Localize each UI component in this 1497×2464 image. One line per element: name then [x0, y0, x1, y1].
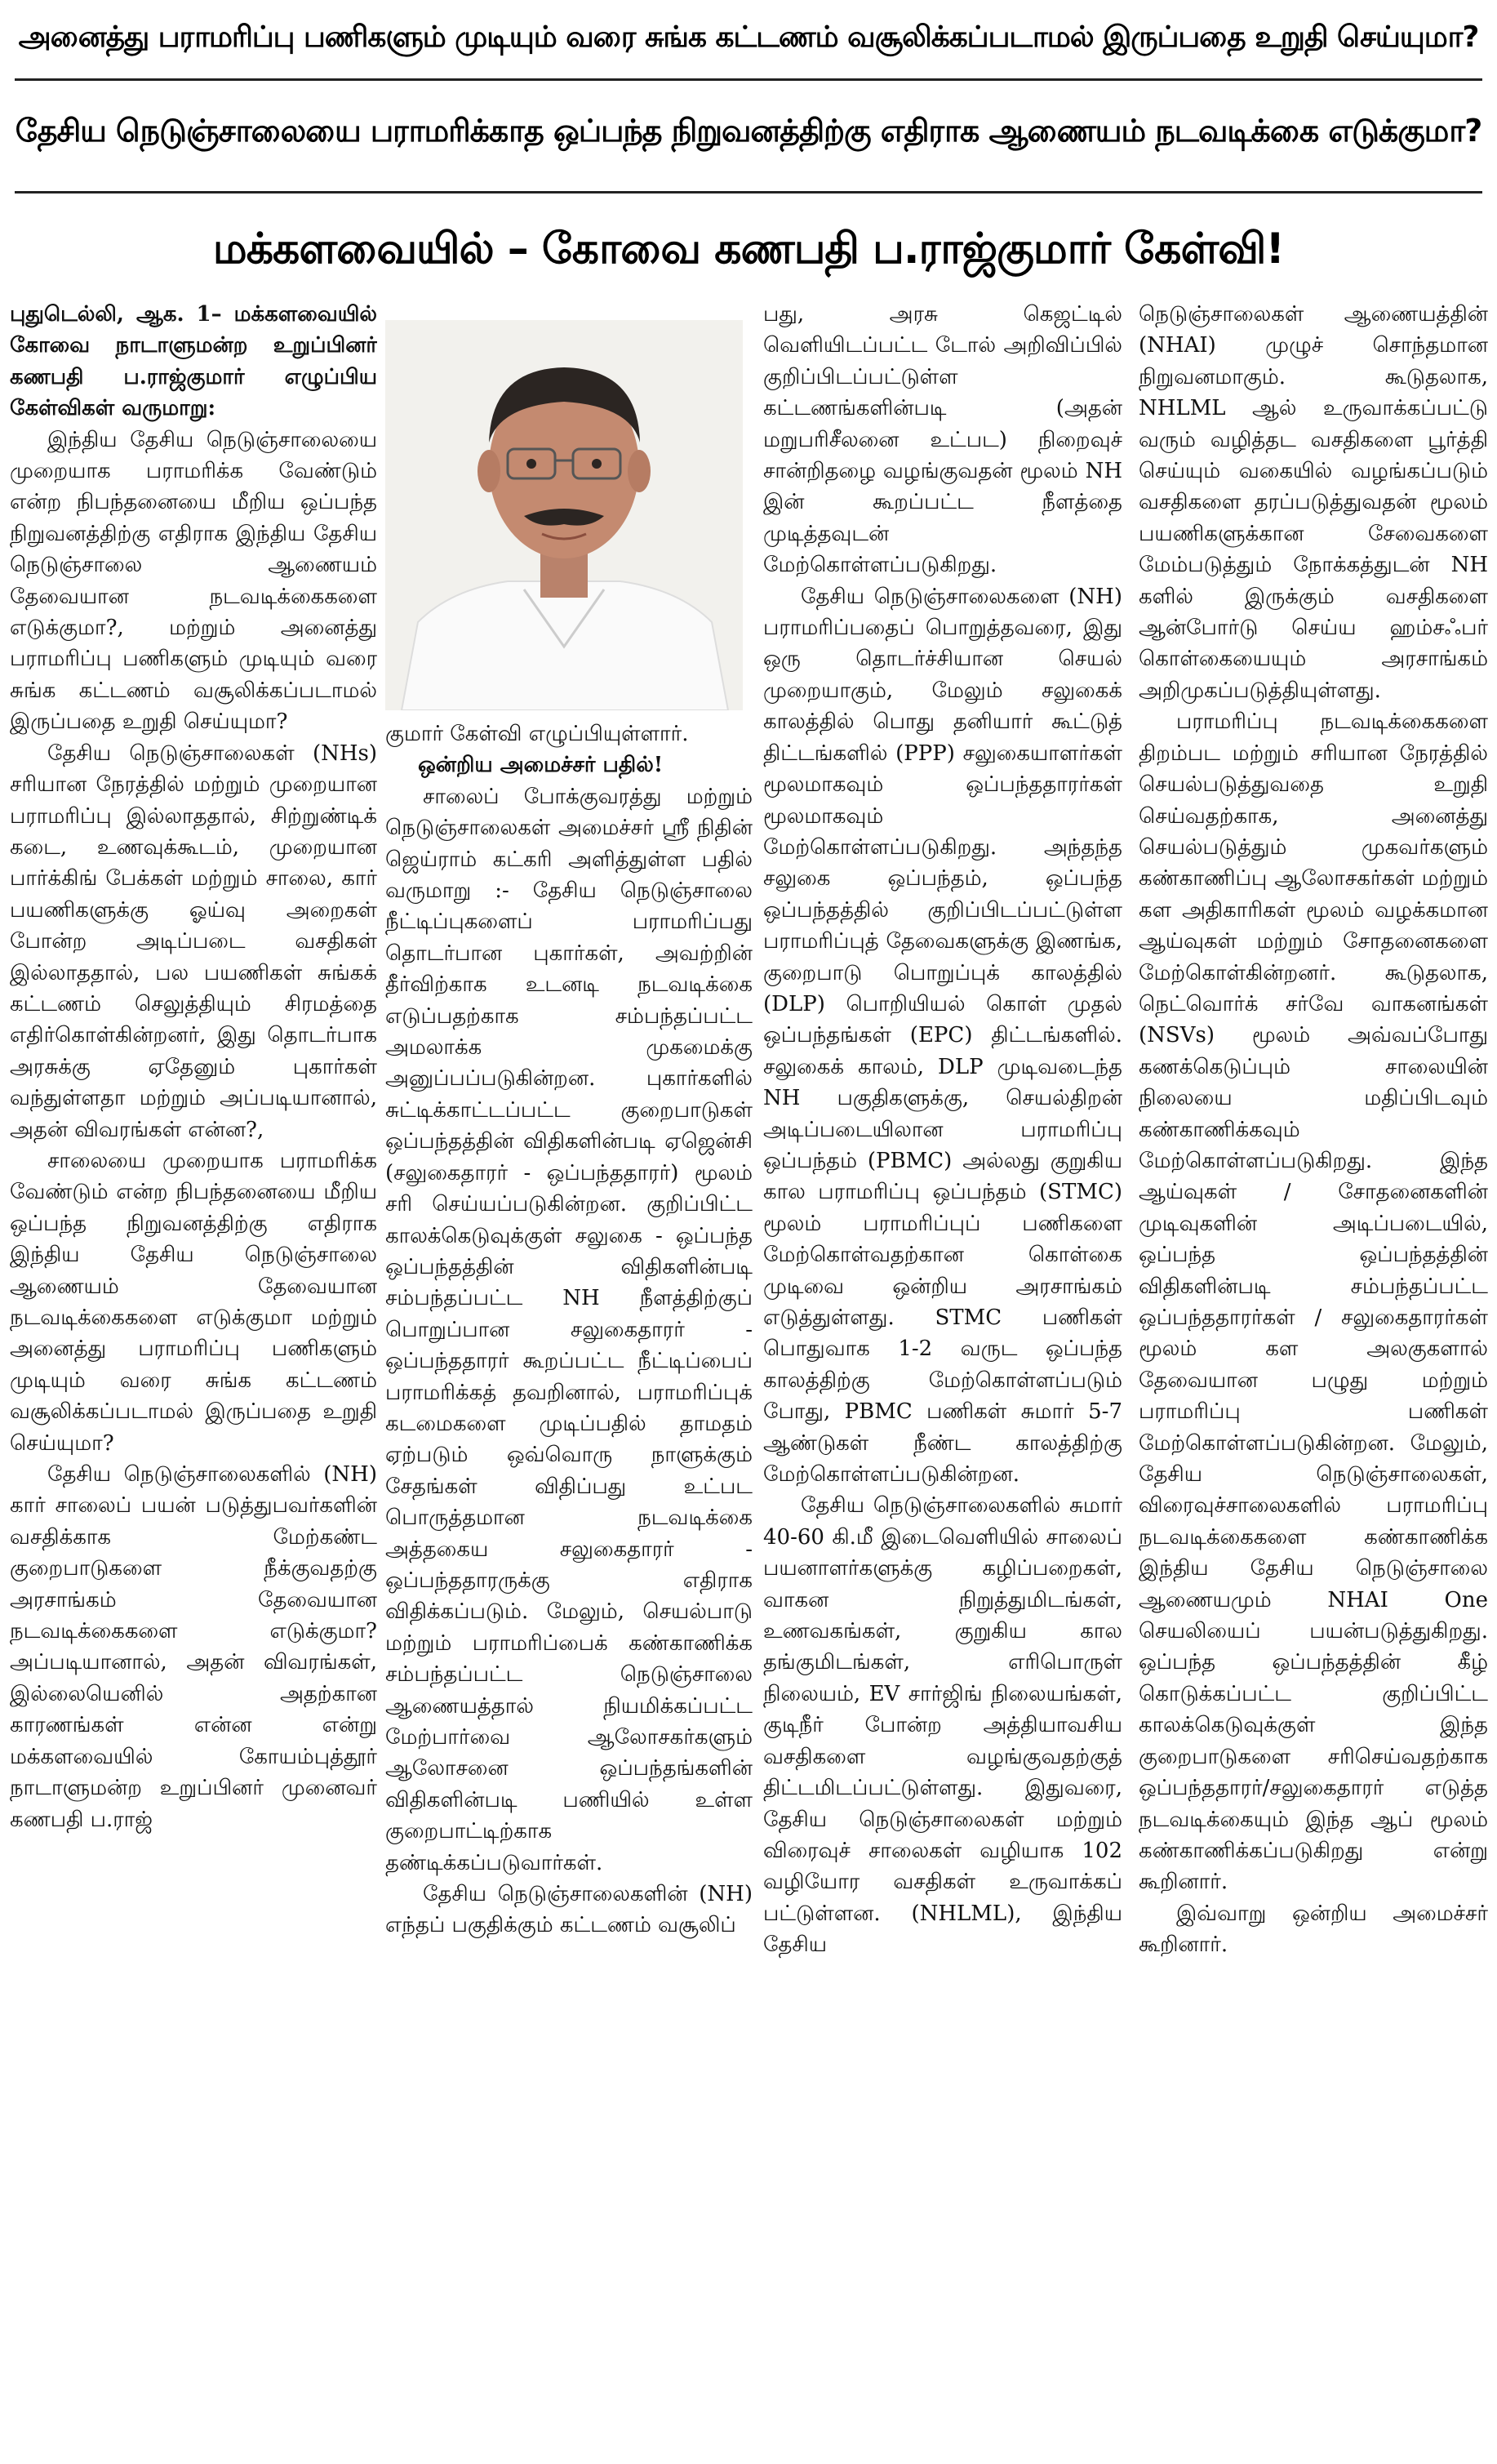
paragraph: தேசிய நெடுஞ்சாலைகளை (NH) பராமரிப்பதைப் பொறுத்தவரை, இது ஒரு தொடர்ச்சியான செயல் முறையாகும், மேலும் சலுகைக் காலத்தில் பொது தனியார் கூட்டுத் திட்டங்களில் (PPP) சலுகையாளர்கள் மூலமாகவும் ஒப்பந்ததாரர்கள் மூலமாகவும் மேற்கொள்ளப்படுகிறது. அந்தந்த சலுகை ஒப்பந்தம், ஒப்பந்த ஒப்பந்தத்தில் குறிப்பிடப்பட்டுள்ள பராமரிப்புத் தேவைகளுக்கு இணங்க, குறைபாடு பொறுப்புக் காலத்தில் (DLP) பொறியியல் கொள் முதல் ஒப்பந்தங்கள் (EPC) திட்டங்களில். சலுகைக் காலம், DLP முடிவடைந்த NH பகுதிகளுக்கு, செயல்திறன் அடிப்படையிலான பராமரிப்பு ஒப்பந்தம் (PBMC) அல்லது குறுகிய கால பராமரிப்பு ஒப்பந்தம் (STMC) மூலம் பராமரிப்புப் பணிகளை மேற்கொள்வதற்கான கொள்கை முடிவை ஒன்றிய அரசாங்கம் எடுத்துள்ளது. STMC பணிகள் பொதுவாக 1-2 வருட ஒப்பந்த காலத்திற்கு மேற்கொள்ளப்படும் போது, PBMC பணிகள் சுமார் 5-7 ஆண்டுகள் நீண்ட காலத்திற்கு மேற்கொள்ளப்படுகின்றன.	[763, 584, 1122, 1488]
paragraph: இவ்வாறு ஒன்றிய அமைச்சர் கூறினார்.	[1139, 1901, 1488, 1958]
paragraph: சாலையை முறையாக பராமரிக்க வேண்டும் என்ற நிபந்தனையை மீறிய ஒப்பந்த நிறுவனத்திற்கு எதிராக இந்திய தேசிய நெடுஞ்சாலை ஆணையம் தேவையான நடவடிக்கைகளை எடுக்குமா மற்றும் அனைத்து பராமரிப்பு பணிகளும் முடியும் வரை சுங்க கட்டணம் வசூலிக்கப்படாமல் இருப்பதை உறுதி செய்யுமா?	[10, 1148, 377, 1456]
paragraph: பராமரிப்பு நடவடிக்கைகளை திறம்பட மற்றும் சரியான நேரத்தில் செயல்படுத்துவதை உறுதி செய்வதற்காக, அனைத்து செயல்படுத்தும் முகவர்களும் கண்காணிப்பு ஆலோசகர்கள் மற்றும் கள அதிகாரிகள் மூலம் வழக்கமான ஆய்வுகள் மற்றும் சோதனைகளை மேற்கொள்கின்றனர். கூடுதலாக, நெட்வொர்க் சர்வே வாகனங்கள் (NSVs) மூலம் அவ்வப்போது கணக்கெடுப்பும் சாலையின் நிலையை மதிப்பிடவும் கண்காணிக்கவும் மேற்கொள்ளப்படுகிறது. இந்த ஆய்வுகள் / சோதனைகளின் முடிவுகளின் அடிப்படையில், ஒப்பந்த ஒப்பந்தத்தின் விதிகளின்படி சம்பந்தப்பட்ட ஒப்பந்ததாரர்கள் / சலுகைதாரர்கள் மூலம் கள அலகுகளால் தேவையான பழுது மற்றும் பராமரிப்பு பணிகள் மேற்கொள்ளப்படுகின்றன. மேலும், தேசிய நெடுஞ்சாலைகள், விரைவுச்சாலைகளில் பராமரிப்பு நடவடிக்கைகளை கண்காணிக்க இந்திய தேசிய நெடுஞ்சாலை ஆணையமும் NHAI One செயலியைப் பயன்படுத்துகிறது. ஒப்பந்த ஒப்பந்தத்தின் கீழ் கொடுக்கப்பட்ட குறிப்பிட்ட காலக்கெடுவுக்குள் இந்த குறைபாடுகளை சரிசெய்வதற்காக ஒப்பந்ததாரர்/சலுகைதாரர் எடுத்த நடவடிக்கையும் இந்த ஆப் மூலம் கண்காணிக்கப்படுகிறது என்று கூறினார்.	[1139, 709, 1488, 1895]
headline-sub: மக்களவையில் – கோவை கணபதி ப.ராஜ்குமார் கேள்வி!	[212, 225, 1285, 274]
paragraph: தேசிய நெடுஞ்சாலைகளில் (NH) கார் சாலைப் பயன் படுத்துபவர்களின் வசதிக்காக மேற்கண்ட குறைபாடுகளை நீக்குவதற்கு அரசாங்கம் தேவையான நடவடிக்கைகளை எடுக்குமா? அப்படியானால், அதன் விவரங்கள், இல்லையெனில் அதற்கான காரணங்கள் என்ன என்று மக்களவையில் கோயம்புத்தூர் நாடாளுமன்ற உறுப்பினர் முனைவர் கணபதி ப.ராஜ்	[10, 1462, 377, 1832]
paragraph: தேசிய நெடுஞ்சாலைகளின் (NH) எந்தப் பகுதிக்கும் கட்டணம் வசூலிப்	[385, 1882, 753, 1938]
rule-top	[15, 78, 1482, 81]
article-column-3	[763, 299, 1122, 2454]
paragraph: சாலைப் போக்குவரத்து மற்றும் நெடுஞ்சாலைகள் அமைச்சர் ஸ்ரீ நிதின் ஜெய்ராம் கட்கரி அளித்துள்ள பதில் வருமாறு :- தேசிய நெடுஞ்சாலை நீட்டிப்புகளைப் பராமரிப்பது தொடர்பான புகார்கள், அவற்றின் தீர்விற்காக உடனடி நடவடிக்கை எடுப்பதற்காக சம்பந்தப்பட்ட அமலாக்க முகமைக்கு அனுப்பப்படுகின்றன. புகார்களில் சுட்டிக்காட்டப்பட்ட குறைபாடுகள் ஒப்பந்தத்தின் விதிகளின்படி ஏஜென்சி (சலுகைதாரர் - ஒப்பந்ததாரர்) மூலம் சரி செய்யப்படுகின்றன. குறிப்பிட்ட காலக்கெடுவுக்குள் சலுகை - ஒப்பந்த ஒப்பந்தத்தின் விதிகளின்படி சம்பந்தப்பட்ட NH நீளத்திற்குப் பொறுப்பான சலுகைதாரர் - ஒப்பந்ததாரர் கூறப்பட்ட நீட்டிப்பைப் பராமரிக்கத் தவறினால், பராமரிப்புக் கடமைகளை முடிப்பதில் தாமதம் ஏற்படும் ஒவ்வொரு நாளுக்கும் சேதங்கள் விதிப்பது உட்பட பொருத்தமான நடவடிக்கை அத்தகைய சலுகைதாரர் - ஒப்பந்ததாரருக்கு எதிராக விதிக்கப்படும். மேலும், செயல்பாடு மற்றும் பராமரிப்பைக் கண்காணிக்க சம்பந்தப்பட்ட நெடுஞ்சாலை ஆணையத்தால் நியமிக்கப்பட்ட மேற்பார்வை ஆலோசகர்களும் ஆலோசனை ஒப்பந்தங்களின் விதிகளின்படி பணியில் உள்ள குறைபாட்டிற்காக தண்டிக்கப்படுவார்கள்.	[385, 784, 753, 1875]
article-column-1	[10, 299, 377, 2454]
paragraph: தேசிய நெடுஞ்சாலைகள் (NHs) சரியான நேரத்தில் மற்றும் முறையான பராமரிப்பு இல்லாததால், சிற்றுண்டிக் கடை, உணவுக்கூடம், முறையான பார்க்கிங் பேக்கள் மற்றும் சாலை, கார் பயணிகளுக்கு ஓய்வு அறைகள் போன்ற அடிப்படை வசதிகள் இல்லாததால், பல பயணிகள் சுங்கக் கட்டணம் செலுத்தியும் சிரமத்தை எதிர்கொள்கின்றனர், இது தொடர்பாக அரசுக்கு ஏதேனும் புகார்கள் வந்துள்ளதா மற்றும் அப்படியானால், அதன் விவரங்கள் என்ன?,	[10, 741, 377, 1142]
paragraph: இந்திய தேசிய நெடுஞ்சாலையை முறையாக பராமரிக்க வேண்டும் என்ற நிபந்தனையை மீறிய ஒப்பந்த நிறுவனத்திற்கு எதிராக இந்திய தேசிய நெடுஞ்சாலை ஆணையம் தேவையான நடவடிக்கைகளை எடுக்குமா?, மற்றும் அனைத்து பராமரிப்பு பணிகளும் முடியும் வரை சுங்க கட்டணம் வசூலிக்கப்படாமல் இருப்பதை உறுதி செய்யுமா?	[10, 427, 377, 735]
headline-main: தேசிய நெடுஞ்சாலையை பராமரிக்காத ஒப்பந்த நிறுவனத்திற்கு எதிராக ஆணையம் நடவடிக்கை எடுக்குமா?	[15, 113, 1482, 149]
paragraph-continuation: குமார் கேள்வி எழுப்பியுள்ளார்.	[385, 722, 689, 746]
article-column-4	[1139, 299, 1488, 2454]
paragraph-continuation: பது, அரசு கெஜட்டில் வெளியிடப்பட்ட டோல் அறிவிப்பில் குறிப்பிடப்பட்டுள்ள கட்டணங்களின்படி (அதன் மறுபரிசீலனை உட்பட) நிறைவுச் சான்றிதழை வழங்குவதன் மூலம் NH இன் கூறப்பட்ட நீளத்தை முடித்தவுடன் மேற்கொள்ளப்படுகிறது.	[763, 302, 1122, 578]
paragraph: தேசிய நெடுஞ்சாலைகளில் சுமார் 40-60 கி.மீ இடைவெளியில் சாலைப் பயனாளர்களுக்கு கழிப்பறைகள், வாகன நிறுத்துமிடங்கள், உணவகங்கள், குறுகிய கால தங்குமிடங்கள், எரிபொருள் நிலையம், EV சார்ஜிங் நிலையங்கள், குடிநீர் போன்ற அத்தியாவசிய வசதிகளை வழங்குவதற்குத் திட்டமிடப்பட்டுள்ளது. இதுவரை, தேசிய நெடுஞ்சாலைகள் மற்றும் விரைவுச் சாலைகள் வழியாக 102 வழியோர வசதிகள் உருவாக்கப் பட்டுள்ளன. (NHLML), இந்திய தேசிய	[763, 1493, 1122, 1958]
rule-middle	[15, 191, 1482, 193]
headline-top: அனைத்து பராமரிப்பு பணிகளும் முடியும் வரை சுங்க கட்டணம் வசூலிக்கப்படாமல் இருப்பதை உறுதி செய்யுமா?	[18, 20, 1479, 54]
article-column-2	[385, 718, 753, 2454]
dateline: புதுடெல்லி, ஆக. 1– மக்களவையில் கோவை நாடாளுமன்ற உறுப்பினர் கணபதி ப.ராஜ்குமார் எழுப்பிய கேள்விகள் வருமாறு:	[10, 302, 377, 421]
portrait-photo	[385, 320, 743, 710]
paragraph-continuation: நெடுஞ்சாலைகள் ஆணையத்தின் (NHAI) முழுச் சொந்தமான நிறுவனமாகும். கூடுதலாக, NHLML ஆல் உருவாக்கப்பட்டு வரும் வழித்தட வசதிகளை பூர்த்தி செய்யும் வகையில் வழங்கப்படும் வசதிகளை தரப்படுத்துவதன் மூலம் பயணிகளுக்கான சேவைகளை மேம்படுத்தும் நோக்கத்துடன் NH களில் இருக்கும் வசதிகளை ஆன்போர்டு செய்ய ஹம்சஃபர் கொள்கையையும் அரசாங்கம் அறிமுகப்படுத்தியுள்ளது.	[1139, 302, 1488, 703]
portrait-illustration	[385, 320, 743, 710]
subheading: ஒன்றிய அமைச்சர் பதில்!	[418, 753, 664, 778]
